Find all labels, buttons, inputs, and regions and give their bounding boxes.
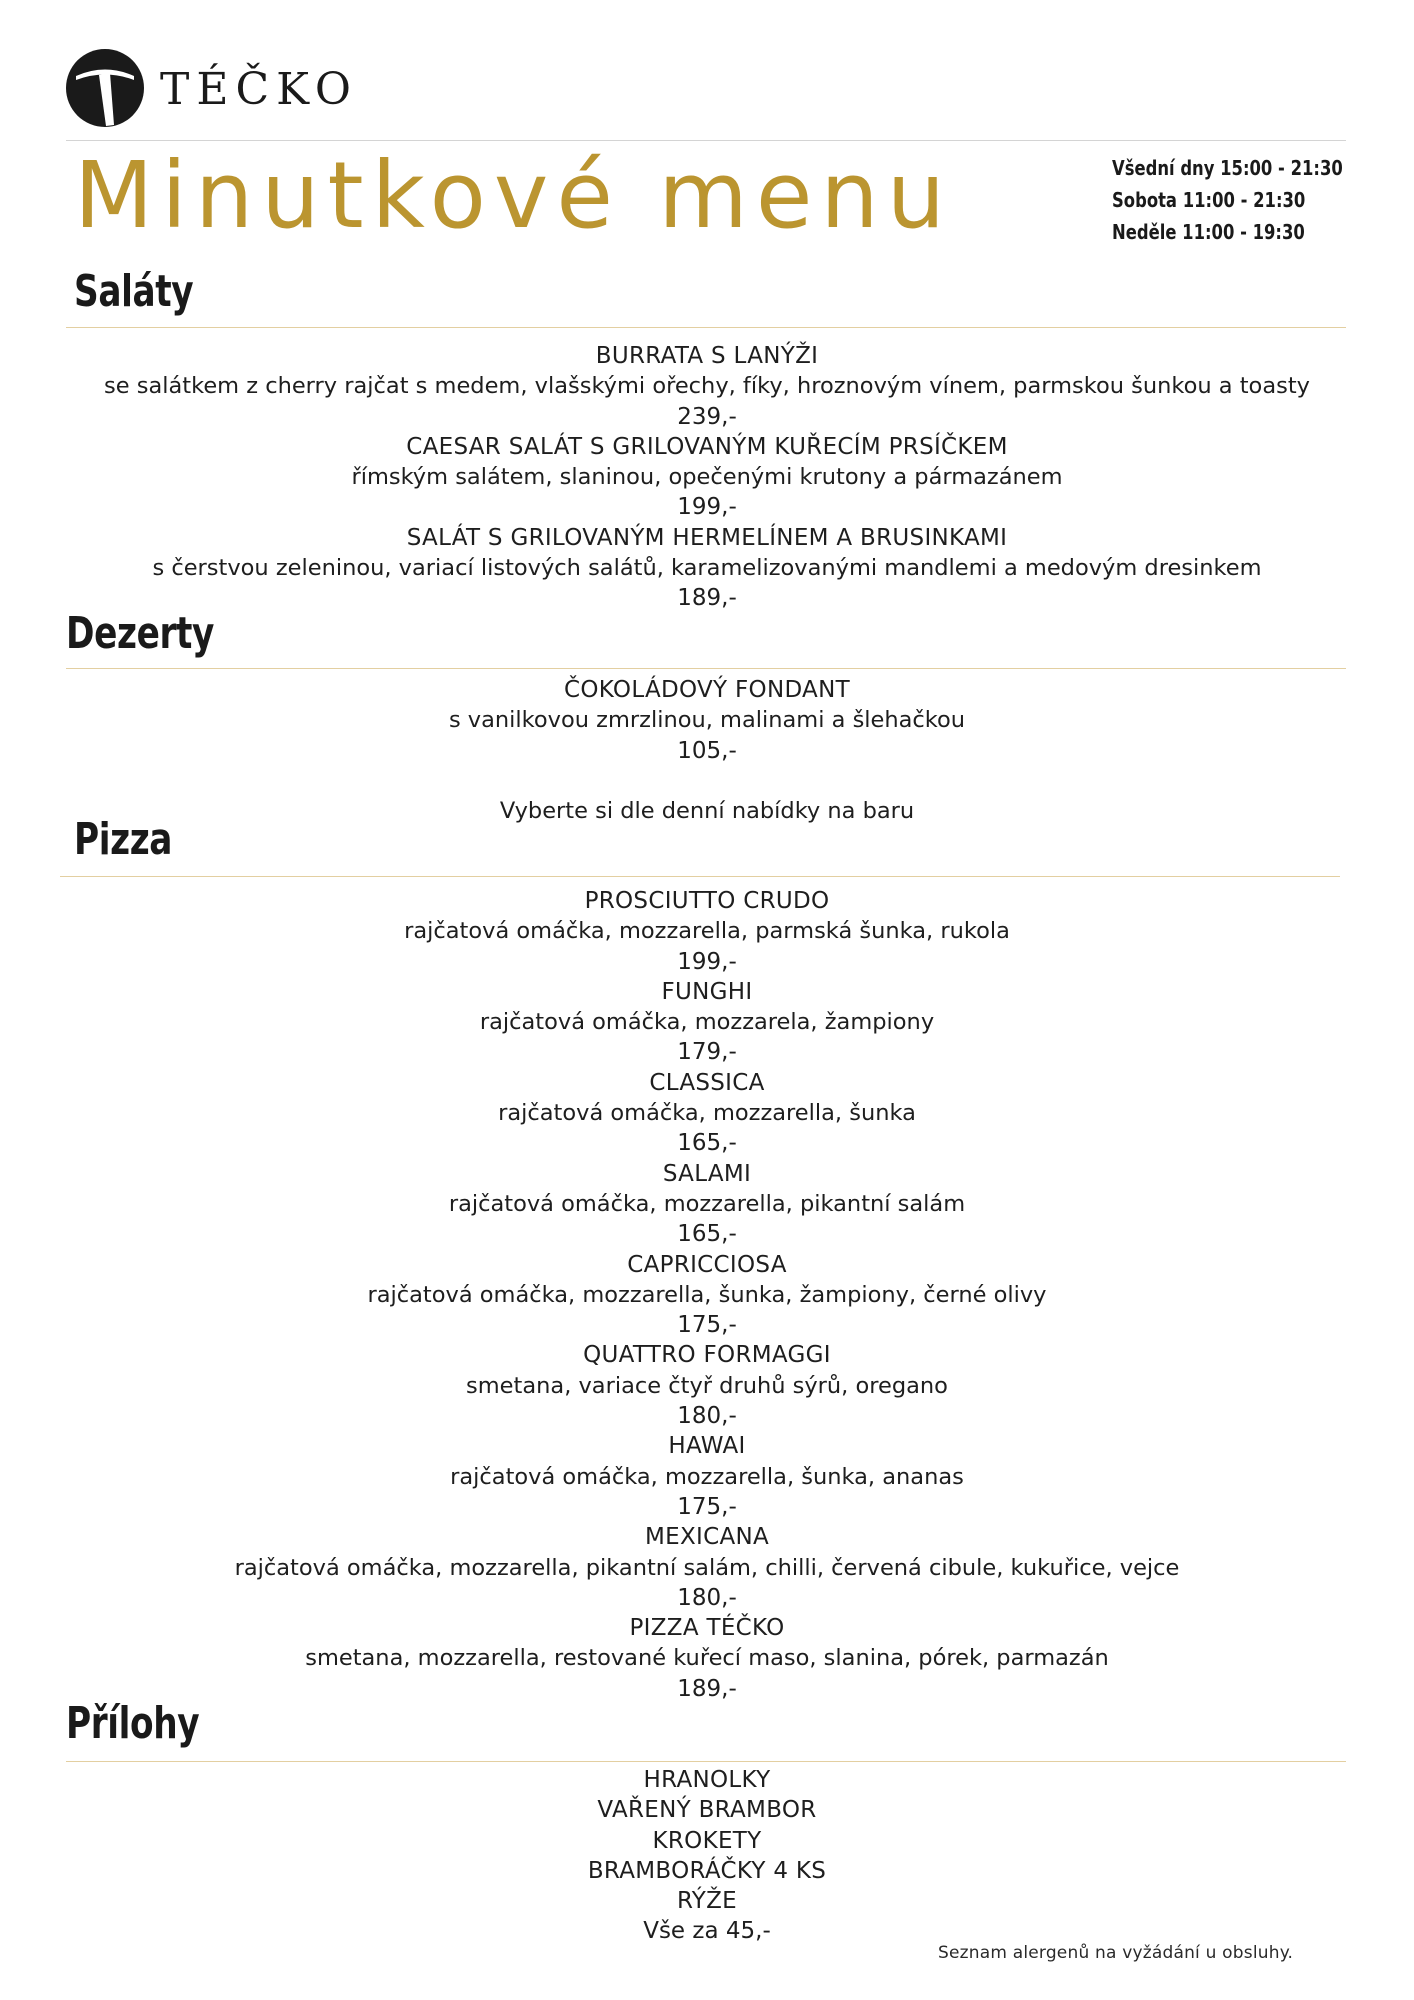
menu-item-price: 105,-	[677, 737, 737, 764]
menu-item-description: smetana, mozzarella, restované kuřecí maso, slanina, pórek, parmazán	[305, 1645, 1109, 1672]
menu-item-description: rajčatová omáčka, mozzarella, šunka, žampiony, černé olivy	[367, 1281, 1047, 1308]
hours-saturday: Sobota 11:00 - 21:30	[1112, 188, 1306, 212]
section-divider	[66, 327, 1346, 328]
section-heading-dezerty: Dezerty	[66, 608, 214, 659]
menu-item-description: rajčatová omáčka, mozzarella, pikantní salám, chilli, červená cibule, kukuřice, vejce	[234, 1554, 1180, 1581]
menu-item-name: PROSCIUTTO CRUDO	[584, 888, 830, 914]
side-dish-price: Vše za 45,-	[643, 1918, 771, 1945]
menu-item-name: QUATTRO FORMAGGI	[583, 1342, 831, 1369]
brand-name: TÉČKO	[160, 64, 358, 115]
section-divider	[66, 1761, 1346, 1762]
side-dish-item: RÝŽE	[676, 1888, 738, 1915]
hours-weekdays: Všední dny 15:00 - 21:30	[1112, 156, 1343, 180]
menu-item-price: 180,-	[677, 1403, 737, 1430]
menu-item-price: 199,-	[677, 494, 737, 521]
prilohy-list	[0, 1765, 1414, 1947]
menu-item-price: 175,-	[677, 1493, 737, 1520]
menu-item-name: CAPRICCIOSA	[627, 1251, 787, 1278]
menu-item-description: rajčatová omáčka, mozzarella, pikantní salám	[448, 1190, 966, 1217]
section-divider	[60, 876, 1340, 877]
section-heading-prilohy: Přílohy	[66, 1698, 200, 1749]
menu-item-price: 179,-	[677, 1039, 737, 1066]
menu-item-description: rajčatová omáčka, mozzarella, šunka, ananas	[450, 1463, 964, 1490]
menu-item-name: ČOKOLÁDOVÝ FONDANT	[564, 677, 850, 703]
dessert-note: Vyberte si dle denní nabídky na baru	[499, 797, 915, 824]
menu-item-price: 189,-	[677, 1675, 737, 1702]
section-heading-pizza: Pizza	[74, 814, 173, 865]
menu-item-description: rajčatová omáčka, mozzarela, žampiony	[479, 1009, 935, 1036]
header-divider	[66, 140, 1346, 141]
menu-item-description: s vanilkovou zmrzlinou, malinami a šlehačkou	[448, 707, 966, 734]
menu-item-price: 199,-	[677, 948, 737, 975]
allergens-note: Seznam alergenů na vyžádání u obsluhy.	[938, 1943, 1294, 1963]
menu-item-description: se salátkem z cherry rajčat s medem, vlašskými ořechy, fíky, hroznovým vínem, parmskou šunkou a toasty	[104, 373, 1310, 400]
side-dish-item: KROKETY	[652, 1827, 762, 1854]
salaty-list	[0, 341, 1414, 614]
t-circle-logo-icon	[66, 49, 144, 127]
menu-item-price: 180,-	[677, 1584, 737, 1611]
menu-item-name: BURRATA S LANÝŽI	[595, 343, 819, 369]
menu-item-price: 165,-	[677, 1221, 737, 1248]
menu-item-description: římským salátem, slaninou, opečenými krutony a pármazánem	[351, 464, 1063, 491]
menu-item-price: 165,-	[677, 1130, 737, 1157]
menu-item-description: smetana, variace čtyř druhů sýrů, oregano	[466, 1372, 948, 1399]
menu-item-name: CLASSICA	[649, 1069, 765, 1096]
menu-item-price: 175,-	[677, 1312, 737, 1339]
menu-item-name: SALAMI	[662, 1160, 752, 1187]
side-dish-item: HRANOLKY	[643, 1767, 771, 1793]
menu-item-price: 239,-	[677, 403, 737, 430]
menu-item-description: rajčatová omáčka, mozzarella, parmská šunka, rukola	[404, 918, 1010, 945]
menu-item-description: rajčatová omáčka, mozzarella, šunka	[498, 1100, 916, 1127]
menu-item-name: PIZZA TÉČKO	[629, 1615, 785, 1642]
menu-item-name: CAESAR SALÁT S GRILOVANÝM KUŘECÍM PRSÍČKEM	[406, 433, 1008, 460]
menu-item-description: s čerstvou zeleninou, variací listových salátů, karamelizovanými mandlemi a medovým dresinkem	[152, 555, 1262, 582]
side-dish-item: BRAMBORÁČKY 4 KS	[587, 1857, 827, 1884]
pizza-list	[0, 886, 1414, 1704]
menu-item-name: FUNGHI	[661, 978, 753, 1005]
menu-item-name: HAWAI	[668, 1433, 746, 1460]
dezerty-list	[0, 675, 1414, 826]
section-heading-salaty: Saláty	[74, 266, 194, 317]
opening-hours	[1112, 152, 1343, 248]
menu-item-price: 189,-	[677, 585, 737, 612]
hours-sunday: Neděle 11:00 - 19:30	[1112, 220, 1305, 244]
page-title: Minutkové menu	[74, 142, 954, 249]
side-dish-item: VAŘENÝ BRAMBOR	[597, 1797, 817, 1824]
section-divider	[66, 668, 1346, 669]
menu-item-name: SALÁT S GRILOVANÝM HERMELÍNEM A BRUSINKAMI	[406, 524, 1008, 551]
menu-item-name: MEXICANA	[644, 1524, 770, 1551]
